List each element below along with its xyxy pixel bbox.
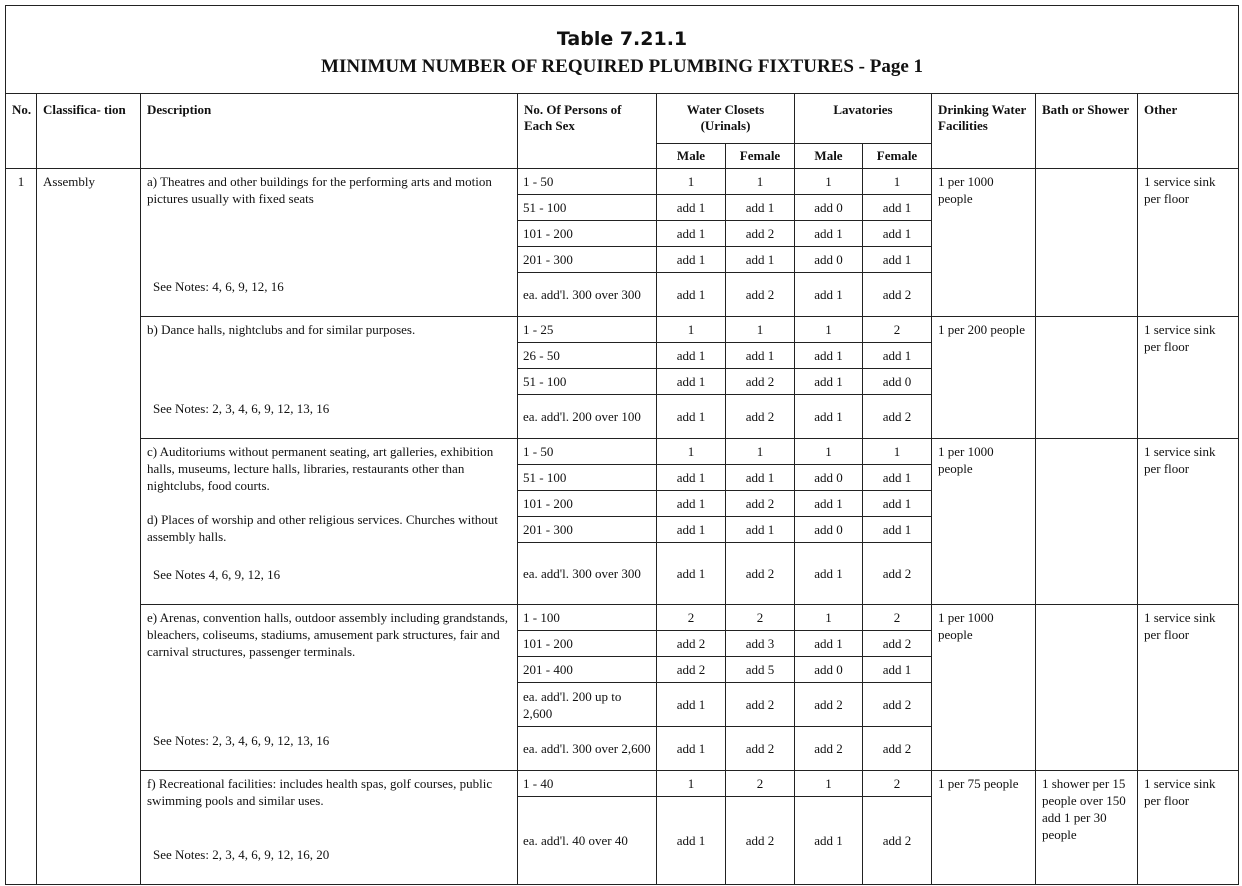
lav-female-value: 1 — [863, 169, 932, 195]
description-cell — [141, 771, 518, 885]
persons-range: 1 - 40 — [518, 771, 657, 797]
lav-male-value: add 1 — [795, 395, 863, 439]
lav-female-value: add 1 — [863, 221, 932, 247]
persons-range: 201 - 300 — [518, 247, 657, 273]
wc-male-value: add 1 — [657, 369, 726, 395]
wc-female-value: 1 — [726, 439, 795, 465]
wc-female-value: add 2 — [726, 543, 795, 605]
lav-female-value: add 1 — [863, 195, 932, 221]
lav-female-value: 2 — [863, 317, 932, 343]
description-wrap — [147, 443, 511, 599]
lav-male-value: add 0 — [795, 465, 863, 491]
description-cell — [141, 169, 518, 317]
persons-range: 101 - 200 — [518, 491, 657, 517]
wc-female-value: add 2 — [726, 395, 795, 439]
wc-female-value: add 5 — [726, 657, 795, 683]
lav-male-value: add 1 — [795, 221, 863, 247]
bath-cell — [1036, 439, 1138, 605]
header-bath: Bath or Shower — [1036, 94, 1138, 169]
persons-range: 51 - 100 — [518, 195, 657, 221]
lav-female-value: add 2 — [863, 727, 932, 771]
header-other: Other — [1138, 94, 1239, 169]
wc-male-value: add 1 — [657, 273, 726, 317]
persons-range: ea. add'l. 300 over 2,600 — [518, 727, 657, 771]
wc-male-value: add 1 — [657, 221, 726, 247]
wc-female-value: add 2 — [726, 221, 795, 247]
persons-range: 51 - 100 — [518, 369, 657, 395]
wc-male-value: add 1 — [657, 195, 726, 221]
lav-male-value: add 0 — [795, 657, 863, 683]
lav-male-value: add 0 — [795, 247, 863, 273]
wc-female-value: add 3 — [726, 631, 795, 657]
persons-range: 101 - 200 — [518, 221, 657, 247]
header-no: No. — [6, 94, 37, 169]
wc-male-value: 1 — [657, 771, 726, 797]
lav-female-value: add 2 — [863, 631, 932, 657]
lav-female-value: 2 — [863, 771, 932, 797]
wc-male-value: add 1 — [657, 343, 726, 369]
description-wrap — [147, 609, 511, 765]
notes-reference: See Notes: 2, 3, 4, 6, 9, 12, 13, 16 — [153, 733, 330, 748]
wc-female-value: add 1 — [726, 195, 795, 221]
wc-male-value: add 2 — [657, 657, 726, 683]
lav-female-value: add 1 — [863, 657, 932, 683]
wc-male-value: add 1 — [657, 395, 726, 439]
persons-range: ea. add'l. 300 over 300 — [518, 273, 657, 317]
lav-female-value: add 2 — [863, 273, 932, 317]
row-number: 1 — [6, 169, 37, 885]
drinking-cell: 1 per 1000 people — [932, 605, 1036, 771]
table-row — [6, 605, 1239, 631]
lav-female-value: add 2 — [863, 543, 932, 605]
description-cell — [141, 605, 518, 771]
header-wc-male: Male — [657, 144, 726, 169]
header-classification: Classifica- tion — [37, 94, 141, 169]
bath-cell: 1 shower per 15 people over 150 add 1 per 30 people — [1036, 771, 1138, 885]
description-text-secondary: d) Places of worship and other religious services. Churches without assembly halls. — [147, 512, 498, 544]
wc-female-value: add 1 — [726, 517, 795, 543]
notes-reference: See Notes: 2, 3, 4, 6, 9, 12, 16, 20 — [153, 847, 330, 862]
header-wc-female: Female — [726, 144, 795, 169]
lav-male-value: add 1 — [795, 273, 863, 317]
header-drinking: Drinking Water Facilities — [932, 94, 1036, 169]
persons-range: 1 - 50 — [518, 439, 657, 465]
header-lav-female: Female — [863, 144, 932, 169]
lav-female-value: add 2 — [863, 683, 932, 727]
description-wrap — [147, 173, 511, 311]
drinking-cell: 1 per 200 people — [932, 317, 1036, 439]
drinking-cell: 1 per 75 people — [932, 771, 1036, 885]
wc-male-value: 1 — [657, 317, 726, 343]
description-text: b) Dance halls, nightclubs and for similar purposes. — [147, 322, 416, 337]
wc-female-value: 2 — [726, 771, 795, 797]
lav-female-value: add 1 — [863, 517, 932, 543]
plumbing-fixtures-table — [5, 5, 1239, 885]
bath-cell — [1036, 605, 1138, 771]
wc-female-value: add 2 — [726, 797, 795, 885]
header-lavatories: Lavatories — [795, 94, 932, 144]
wc-female-value: add 1 — [726, 465, 795, 491]
lav-male-value: add 1 — [795, 343, 863, 369]
description-text: e) Arenas, convention halls, outdoor assembly including grandstands, bleachers, coliseums, stadiums, amusement park structures, fair and carnival structures, passenger terminals. — [147, 610, 509, 659]
lav-male-value: add 0 — [795, 517, 863, 543]
table-row — [6, 439, 1239, 465]
description-wrap — [147, 321, 511, 433]
other-cell: 1 service sink per floor — [1138, 605, 1239, 771]
persons-range: ea. add'l. 200 over 100 — [518, 395, 657, 439]
notes-reference: See Notes: 2, 3, 4, 6, 9, 12, 13, 16 — [153, 401, 330, 416]
header-lav-male: Male — [795, 144, 863, 169]
table-body — [6, 169, 1239, 885]
description-text: f) Recreational facilities: includes health spas, golf courses, public swimming pools and similar uses. — [147, 776, 493, 808]
wc-male-value: add 1 — [657, 465, 726, 491]
drinking-cell: 1 per 1000 people — [932, 439, 1036, 605]
header-description: Description — [141, 94, 518, 169]
persons-range: ea. add'l. 40 over 40 — [518, 797, 657, 885]
header-persons: No. Of Persons of Each Sex — [518, 94, 657, 169]
other-cell: 1 service sink per floor — [1138, 317, 1239, 439]
lav-female-value: add 2 — [863, 797, 932, 885]
notes-reference: See Notes 4, 6, 9, 12, 16 — [153, 567, 281, 582]
lav-male-value: add 2 — [795, 683, 863, 727]
wc-female-value: add 1 — [726, 247, 795, 273]
lav-male-value: add 1 — [795, 369, 863, 395]
lav-male-value: add 1 — [795, 797, 863, 885]
table-row — [6, 771, 1239, 797]
table-row — [6, 169, 1239, 195]
lav-female-value: add 1 — [863, 247, 932, 273]
classification-cell: Assembly — [37, 169, 141, 885]
lav-male-value: 1 — [795, 605, 863, 631]
persons-range: 201 - 300 — [518, 517, 657, 543]
wc-female-value: 1 — [726, 169, 795, 195]
persons-range: ea. add'l. 200 up to 2,600 — [518, 683, 657, 727]
lav-male-value: add 1 — [795, 543, 863, 605]
lav-female-value: add 0 — [863, 369, 932, 395]
description-text: c) Auditoriums without permanent seating, art galleries, exhibition halls, museums, lecture halls, libraries, restaurants other than nightclubs, food courts. — [147, 444, 494, 493]
wc-male-value: 1 — [657, 169, 726, 195]
lav-female-value: 1 — [863, 439, 932, 465]
table-title — [6, 6, 1239, 94]
wc-male-value: add 1 — [657, 517, 726, 543]
wc-male-value: 2 — [657, 605, 726, 631]
lav-male-value: add 2 — [795, 727, 863, 771]
lav-male-value: add 1 — [795, 631, 863, 657]
wc-female-value: add 2 — [726, 727, 795, 771]
description-cell — [141, 439, 518, 605]
description-text: a) Theatres and other buildings for the performing arts and motion pictures usually with fixed seats — [147, 174, 492, 206]
persons-range: 1 - 100 — [518, 605, 657, 631]
lav-female-value: add 2 — [863, 395, 932, 439]
table-number: Table 7.21.1 — [556, 27, 688, 50]
wc-male-value: add 1 — [657, 491, 726, 517]
wc-female-value: 1 — [726, 317, 795, 343]
persons-range: 1 - 25 — [518, 317, 657, 343]
wc-female-value: add 2 — [726, 491, 795, 517]
lav-male-value: add 1 — [795, 491, 863, 517]
table-caption: MINIMUM NUMBER OF REQUIRED PLUMBING FIXTURES - Page 1 — [321, 55, 924, 77]
wc-female-value: add 1 — [726, 343, 795, 369]
other-cell: 1 service sink per floor — [1138, 439, 1239, 605]
wc-female-value: add 2 — [726, 273, 795, 317]
lav-male-value: 1 — [795, 169, 863, 195]
lav-female-value: 2 — [863, 605, 932, 631]
persons-range: 201 - 400 — [518, 657, 657, 683]
lav-female-value: add 1 — [863, 491, 932, 517]
description-cell — [141, 317, 518, 439]
lav-female-value: add 1 — [863, 465, 932, 491]
persons-range: 26 - 50 — [518, 343, 657, 369]
persons-range: 1 - 50 — [518, 169, 657, 195]
persons-range: 101 - 200 — [518, 631, 657, 657]
wc-male-value: add 1 — [657, 683, 726, 727]
bath-cell — [1036, 317, 1138, 439]
lav-male-value: 1 — [795, 317, 863, 343]
wc-female-value: add 2 — [726, 369, 795, 395]
lav-female-value: add 1 — [863, 343, 932, 369]
other-cell: 1 service sink per floor — [1138, 169, 1239, 317]
drinking-cell: 1 per 1000 people — [932, 169, 1036, 317]
persons-range: 51 - 100 — [518, 465, 657, 491]
lav-male-value: 1 — [795, 439, 863, 465]
description-wrap — [147, 775, 511, 879]
persons-range: ea. add'l. 300 over 300 — [518, 543, 657, 605]
wc-male-value: add 1 — [657, 247, 726, 273]
header-water-closets: Water Closets (Urinals) — [657, 94, 795, 144]
lav-male-value: add 0 — [795, 195, 863, 221]
wc-female-value: add 2 — [726, 683, 795, 727]
wc-male-value: add 1 — [657, 727, 726, 771]
bath-cell — [1036, 169, 1138, 317]
notes-reference: See Notes: 4, 6, 9, 12, 16 — [153, 279, 284, 294]
wc-male-value: add 2 — [657, 631, 726, 657]
wc-male-value: 1 — [657, 439, 726, 465]
wc-male-value: add 1 — [657, 543, 726, 605]
table-row — [6, 317, 1239, 343]
wc-male-value: add 1 — [657, 797, 726, 885]
lav-male-value: 1 — [795, 771, 863, 797]
wc-female-value: 2 — [726, 605, 795, 631]
other-cell: 1 service sink per floor — [1138, 771, 1239, 885]
